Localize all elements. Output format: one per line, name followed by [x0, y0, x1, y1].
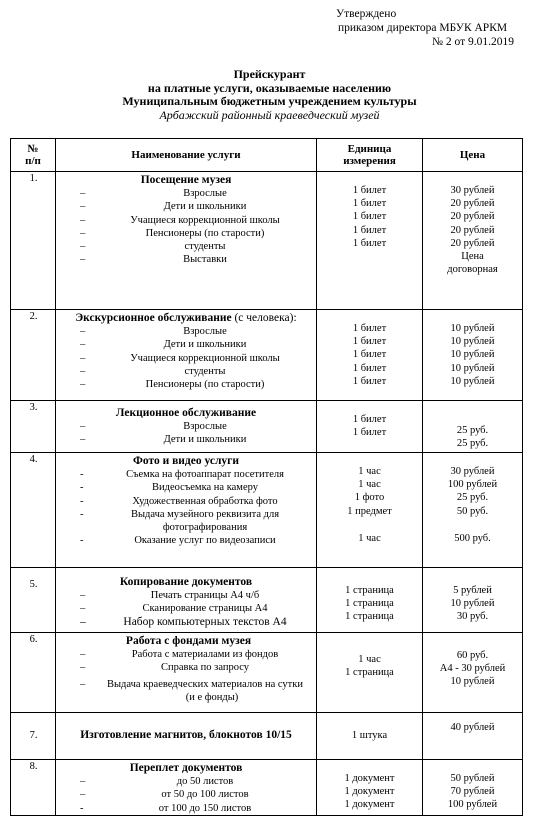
service-cell — [56, 713, 317, 760]
unit-value: 1 час — [358, 466, 381, 477]
list-item: – Справка по запросу — [80, 662, 250, 674]
unit-cell — [317, 401, 423, 453]
unit-cell — [317, 760, 423, 816]
unit-value: 1 час — [358, 532, 381, 544]
row-number: 4. — [11, 453, 56, 568]
unit-cell — [317, 713, 423, 760]
list-item: – Работа с материалами из фондов — [80, 649, 279, 661]
unit-value: 1 документ — [344, 786, 395, 798]
list-item: – Дети и школьники — [80, 201, 247, 213]
price-value: 10 рублей — [450, 336, 495, 348]
price-cell — [423, 713, 523, 760]
price-value: 25 руб. — [456, 438, 489, 450]
unit-value: 1 час — [358, 654, 381, 665]
price-cell — [423, 760, 523, 816]
price-cell — [423, 568, 523, 633]
approval-line-2: приказом директора МБУК АРКМ — [338, 22, 508, 34]
table-row — [11, 760, 523, 816]
title-line-2: на платные услуги, оказываемые населению — [147, 80, 392, 95]
price-value: 5 рублей — [453, 585, 492, 596]
category-title: Изготовление магнитов, блокнотов 10/15 — [80, 729, 292, 742]
unit-value: 1 билет — [352, 323, 387, 334]
list-item: – Учащиеся коррекционной школы — [80, 352, 280, 364]
price-value: 20 рублей — [450, 224, 495, 236]
price-value: 50 руб. — [456, 505, 489, 517]
unit-value: 1 документ — [344, 799, 395, 811]
table-row — [11, 568, 523, 633]
table-row — [11, 401, 523, 453]
service-cell — [56, 172, 317, 310]
list-item: – студенты — [80, 365, 226, 377]
table-row — [11, 310, 523, 401]
list-item: - Видеосъемка на камеру — [80, 482, 258, 494]
price-value: 20 рублей — [450, 211, 495, 223]
price-value: 30 рублей — [450, 185, 495, 196]
list-item: – Пенсионеры (по старости) — [80, 379, 265, 391]
row-number: 1. — [11, 172, 56, 310]
list-item: – Дети и школьники — [80, 339, 247, 351]
unit-value: 1 билет — [352, 198, 387, 210]
price-value: А4 - 30 рублей — [439, 663, 506, 675]
price-value: 100 рублей — [447, 799, 498, 811]
unit-cell — [317, 568, 423, 633]
price-value: Цена — [461, 251, 484, 263]
list-item: - от 100 до 150 листов — [80, 802, 252, 814]
row-number: 3. — [11, 401, 56, 453]
service-cell — [56, 453, 317, 568]
price-cell — [423, 172, 523, 310]
unit-value: 1 документ — [344, 773, 395, 784]
price-cell — [423, 310, 523, 401]
category-title: Экскурсионное обслуживание (с человека): — [75, 312, 297, 324]
service-cell — [56, 760, 317, 816]
unit-value: 1 билет — [352, 224, 387, 236]
header-row — [11, 139, 523, 172]
unit-value: 1 билет — [352, 185, 387, 196]
price-value: 100 рублей — [447, 479, 498, 491]
table-row — [11, 633, 523, 713]
unit-cell — [317, 633, 423, 713]
service-cell — [56, 568, 317, 633]
row-number: 5. — [11, 568, 56, 633]
unit-value: 1 штука — [351, 730, 388, 742]
list-item: – Пенсионеры (по старости) — [80, 227, 265, 239]
price-value: 20 рублей — [450, 237, 495, 249]
unit-value: 1 час — [358, 479, 381, 491]
document-title — [0, 68, 539, 122]
price-cell — [423, 453, 523, 568]
unit-value: 1 билет — [352, 349, 387, 361]
title-line-1: Прейскурант — [233, 67, 306, 81]
service-cell — [56, 310, 317, 401]
approval-line-3: № 2 от 9.01.2019 — [432, 36, 514, 48]
list-item: – студенты — [80, 241, 226, 253]
unit-cell — [317, 310, 423, 401]
price-value: 25 руб. — [456, 425, 489, 436]
header-price: Цена — [423, 139, 523, 172]
price-value: 30 рублей — [450, 466, 495, 477]
price-value: 10 рублей — [450, 375, 495, 387]
list-item: – Учащиеся коррекционной школы — [80, 214, 280, 226]
unit-value: 1 предмет — [347, 505, 392, 517]
list-item: – Взрослые — [80, 188, 227, 200]
table-row — [11, 453, 523, 568]
header-name: Наименование услуги — [56, 139, 317, 172]
service-cell — [56, 401, 317, 453]
price-value: 10 рублей — [450, 349, 495, 361]
category-title: Переплет документов — [129, 762, 243, 774]
price-value: договорная — [447, 264, 498, 276]
category-title: Фото и видео услуги — [132, 455, 240, 467]
list-item: - Съемка на фотоаппарат посетителя — [80, 469, 284, 481]
price-value: 25 руб. — [456, 492, 489, 504]
row-number: 6. — [11, 633, 56, 713]
list-item: – Выдача краеведческих материалов на сутки — [80, 678, 303, 690]
row-number: 2. — [11, 310, 56, 401]
row-number: 8. — [11, 760, 56, 816]
title-line-3: Муниципальным бюджетным учреждением культуры — [122, 94, 417, 108]
price-value: 70 рублей — [450, 786, 495, 798]
price-cell — [423, 401, 523, 453]
category-title: Лекционное обслуживание — [115, 407, 257, 419]
price-value: 40 рублей — [450, 722, 495, 733]
list-item: – от 50 до 100 листов — [80, 789, 249, 801]
list-item: – Взрослые — [80, 326, 227, 338]
unit-value: 1 билет — [352, 336, 387, 348]
unit-value: 1 страница — [345, 667, 394, 679]
category-title: Работа с фондами музея — [125, 635, 252, 647]
unit-value: 1 билет — [352, 237, 387, 249]
service-cell — [56, 633, 317, 713]
unit-value: 1 страница — [345, 611, 394, 623]
category-title: Посещение музея — [140, 174, 232, 186]
unit-value: 1 страница — [345, 585, 394, 596]
list-item: – Набор компьютерных текстов А4 — [80, 615, 287, 628]
unit-value: 1 билет — [352, 427, 387, 439]
header-num: № п/п — [11, 139, 56, 172]
table-row — [11, 172, 523, 310]
list-item: – Печать страницы А4 ч/б — [80, 590, 260, 602]
header-unit: Единица измерения — [317, 139, 423, 172]
price-value: 10 рублей — [450, 676, 495, 688]
table-row — [11, 713, 523, 760]
approval-line-1: Утверждено — [336, 8, 397, 20]
price-value: 10 рублей — [450, 598, 495, 610]
list-item: (и е фонды) — [185, 691, 239, 703]
price-value: 30 руб. — [456, 611, 489, 623]
unit-value: 1 билет — [352, 211, 387, 223]
list-item: фотографирования — [162, 522, 248, 534]
price-value: 10 рублей — [450, 323, 495, 334]
unit-value: 1 страница — [345, 598, 394, 610]
unit-cell — [317, 453, 423, 568]
list-item: – Выставки — [80, 254, 227, 266]
list-item: – Сканирование страницы А4 — [80, 603, 268, 615]
title-line-4: Арбажский районный краеведческий музей — [159, 107, 380, 122]
list-item: - Художественная обработка фото — [80, 495, 278, 507]
price-value: 60 руб. — [456, 650, 489, 661]
price-value: 500 руб. — [454, 532, 491, 544]
unit-value: 1 билет — [352, 362, 387, 374]
row-number: 7. — [11, 713, 56, 760]
list-item: - Оказание услуг по видеозаписи — [80, 535, 276, 547]
unit-value: 1 билет — [352, 414, 387, 425]
price-value: 20 рублей — [450, 198, 495, 210]
unit-cell — [317, 172, 423, 310]
list-item: - Выдача музейного реквизита для — [80, 508, 280, 520]
category-title: Копирование документов — [119, 576, 253, 588]
list-item: – до 50 листов — [80, 776, 234, 788]
price-value: 50 рублей — [450, 773, 495, 784]
list-item: – Взрослые — [80, 421, 227, 433]
price-table — [10, 138, 523, 816]
approval-block — [336, 7, 514, 49]
unit-value: 1 фото — [354, 492, 385, 504]
price-value: 10 рублей — [450, 362, 495, 374]
price-cell — [423, 633, 523, 713]
unit-value: 1 билет — [352, 375, 387, 387]
list-item: – Дети и школьники — [80, 434, 247, 446]
